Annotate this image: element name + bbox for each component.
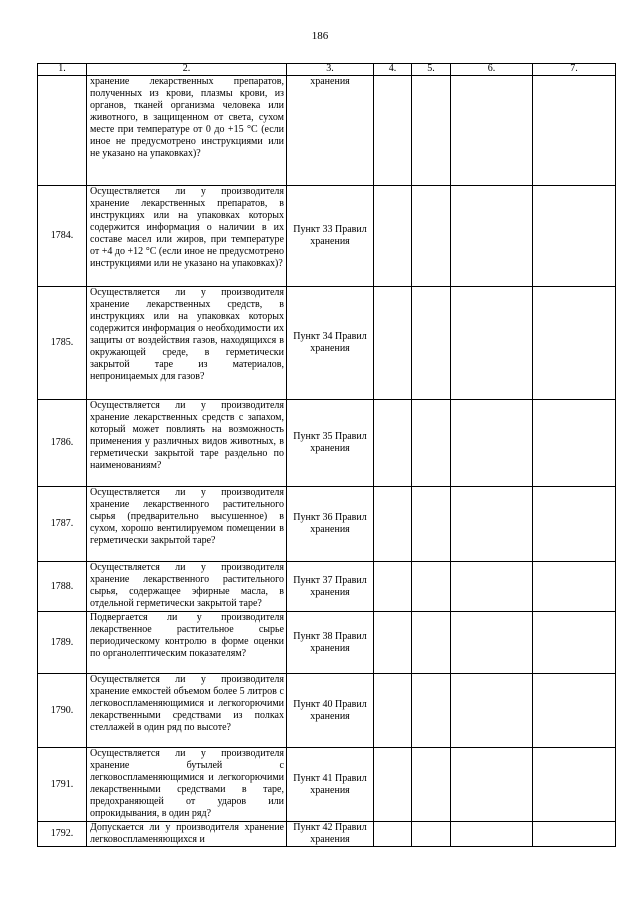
answer-cell[interactable] <box>412 487 451 562</box>
answer-cell[interactable] <box>374 748 412 822</box>
answer-cell[interactable] <box>451 674 533 748</box>
col-header-1: 1. <box>38 64 87 76</box>
row-reference: Пункт 37 Правил хранения <box>287 562 374 612</box>
row-reference: Пункт 38 Правил хранения <box>287 612 374 674</box>
answer-cell[interactable] <box>533 822 616 847</box>
answer-cell[interactable] <box>374 186 412 287</box>
answer-cell[interactable] <box>451 822 533 847</box>
row-reference: Пункт 42 Правил хранения <box>287 822 374 847</box>
row-reference: Пункт 40 Правил хранения <box>287 674 374 748</box>
answer-cell[interactable] <box>451 748 533 822</box>
table-row <box>38 487 616 562</box>
answer-cell[interactable] <box>412 287 451 400</box>
row-question: Осуществляется ли у производителя хранение лекарственных средств с запахом, который может повлиять на возможность применения у различных видов животных, в герметически закрытой таре раздельно по наименованиям? <box>87 400 287 487</box>
answer-cell[interactable] <box>412 748 451 822</box>
row-number <box>38 76 87 186</box>
answer-cell[interactable] <box>533 487 616 562</box>
row-question: Допускается ли у производителя хранение легковоспламеняющихся и <box>87 822 287 847</box>
row-reference: Пункт 35 Правил хранения <box>287 400 374 487</box>
answer-cell[interactable] <box>374 487 412 562</box>
col-header-5: 5. <box>412 64 451 76</box>
col-header-3: 3. <box>287 64 374 76</box>
table-row <box>38 400 616 487</box>
answer-cell[interactable] <box>451 612 533 674</box>
row-number: 1792. <box>38 822 87 847</box>
answer-cell[interactable] <box>412 562 451 612</box>
table-row <box>38 562 616 612</box>
table-row <box>38 76 616 186</box>
answer-cell[interactable] <box>412 674 451 748</box>
answer-cell[interactable] <box>451 186 533 287</box>
answer-cell[interactable] <box>533 76 616 186</box>
col-header-6: 6. <box>451 64 533 76</box>
row-question: хранение лекарственных препаратов, полученных из крови, плазмы крови, из органов, тканей организма человека или животного, в защищенном от света, сухом месте при температуре от 0 до +15 °С (если иное не предусмотрено инструкциями или не указано на упаковках)? <box>87 76 287 186</box>
answer-cell[interactable] <box>374 562 412 612</box>
answer-cell[interactable] <box>533 186 616 287</box>
row-number: 1786. <box>38 400 87 487</box>
answer-cell[interactable] <box>533 400 616 487</box>
answer-cell[interactable] <box>412 612 451 674</box>
row-number: 1785. <box>38 287 87 400</box>
answer-cell[interactable] <box>451 487 533 562</box>
page-number: 186 <box>311 30 329 42</box>
answer-cell[interactable] <box>533 287 616 400</box>
table-row <box>38 822 616 847</box>
table-row <box>38 674 616 748</box>
row-number: 1791. <box>38 748 87 822</box>
row-number: 1790. <box>38 674 87 748</box>
answer-cell[interactable] <box>451 400 533 487</box>
table-row <box>38 287 616 400</box>
answer-cell[interactable] <box>374 76 412 186</box>
answer-cell[interactable] <box>533 748 616 822</box>
row-question: Осуществляется ли у производителя хранение лекарственного растительного сырья, содержащее эфирные масла, в отдельной герметически закрытой таре? <box>87 562 287 612</box>
row-reference: Пункт 36 Правил хранения <box>287 487 374 562</box>
answer-cell[interactable] <box>374 287 412 400</box>
row-number: 1784. <box>38 186 87 287</box>
table-row <box>38 612 616 674</box>
row-question: Осуществляется ли у производителя хранение лекарственного растительного сырья (предварительно высушенное) в сухом, хорошо вентилируемом помещении в герметически закрытой таре? <box>87 487 287 562</box>
answer-cell[interactable] <box>451 76 533 186</box>
answer-cell[interactable] <box>374 674 412 748</box>
answer-cell[interactable] <box>374 822 412 847</box>
table-row <box>38 748 616 822</box>
row-number: 1787. <box>38 487 87 562</box>
answer-cell[interactable] <box>533 562 616 612</box>
checklist-table <box>37 63 616 847</box>
row-reference: хранения <box>287 76 374 186</box>
answer-cell[interactable] <box>412 76 451 186</box>
row-question: Осуществляется ли у производителя хранение бутылей с легковоспламеняющимися и легкогорючими лекарственными средствами в таре, предохраняющей от ударов или опрокидывания, в один ряд? <box>87 748 287 822</box>
table-row <box>38 186 616 287</box>
answer-cell[interactable] <box>412 186 451 287</box>
col-header-7: 7. <box>533 64 616 76</box>
row-number: 1789. <box>38 612 87 674</box>
header-row <box>38 64 616 76</box>
row-question: Осуществляется ли у производителя хранение емкостей объемом более 5 литров с легковоспламеняющимися и легкогорючими лекарственными средствами из полках стеллажей в один ряд по высоте? <box>87 674 287 748</box>
row-reference: Пункт 34 Правил хранения <box>287 287 374 400</box>
answer-cell[interactable] <box>412 822 451 847</box>
row-question: Осуществляется ли у производителя хранение лекарственных средств, в инструкциях или на упаковках которых содержится информация о необходимости их защиты от воздействия газов, находящихся в окружающей среде, в герметически закрытой таре из материалов, непроницаемых для газов? <box>87 287 287 400</box>
answer-cell[interactable] <box>451 287 533 400</box>
row-reference: Пункт 33 Правил хранения <box>287 186 374 287</box>
row-question: Осуществляется ли у производителя хранение лекарственных препаратов, в инструкциях или на упаковках которых содержится информация о наличии в их составе масел или жиров, при температуре от +4 до +12 °С (если иное не предусмотрено инструкциями или не указано на упаковках)? <box>87 186 287 287</box>
answer-cell[interactable] <box>412 400 451 487</box>
answer-cell[interactable] <box>374 612 412 674</box>
col-header-2: 2. <box>87 64 287 76</box>
answer-cell[interactable] <box>533 612 616 674</box>
row-number: 1788. <box>38 562 87 612</box>
row-question: Подвергается ли у производителя лекарственное растительное сырье периодическому контролю в форме оценки по органолептическим показателям? <box>87 612 287 674</box>
row-reference: Пункт 41 Правил хранения <box>287 748 374 822</box>
answer-cell[interactable] <box>533 674 616 748</box>
answer-cell[interactable] <box>451 562 533 612</box>
answer-cell[interactable] <box>374 400 412 487</box>
col-header-4: 4. <box>374 64 412 76</box>
